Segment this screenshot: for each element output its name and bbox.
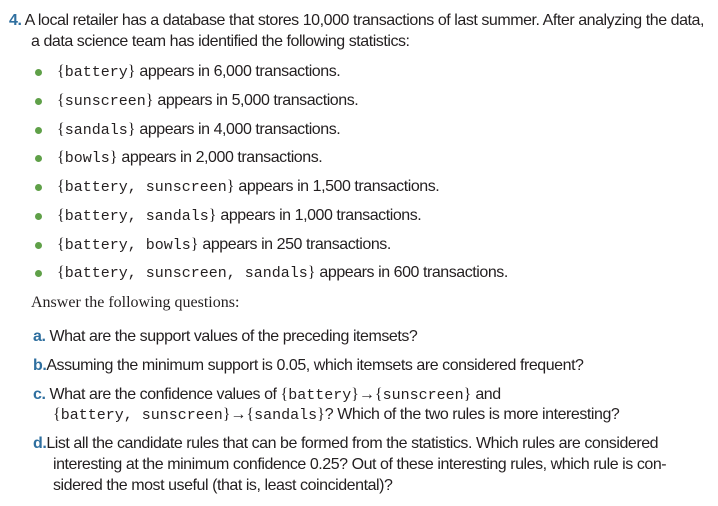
bullet-icon: [35, 242, 42, 249]
subquestion-text: What are the confidence values of: [49, 386, 277, 403]
subquestion-letter: d.: [33, 435, 47, 452]
subquestion-text: List all the candidate rules that can be formed from the statistics. Which rules are considered: [46, 435, 659, 452]
itemset: {battery, sunscreen}: [57, 178, 235, 196]
itemset-count: appears in 250 transactions.: [202, 236, 391, 253]
question-intro-line1: [9, 11, 704, 31]
bullet-icon: [35, 98, 42, 105]
itemset-count: appears in 4,000 transactions.: [139, 121, 341, 138]
rule-2: {battery, sunscreen}→{sandals}: [53, 406, 325, 424]
itemset: {battery}: [57, 63, 136, 81]
subquestion-letter: a.: [33, 328, 46, 345]
itemset: {battery, sunscreen, sandals}: [57, 264, 316, 282]
itemset: {bowls}: [57, 149, 118, 167]
subquestion-text: What are the support values of the preceding itemsets?: [49, 328, 418, 345]
question-intro-text: A local retailer has a database that stores 10,000 transactions of last summer. After analyzing the data,: [24, 12, 704, 29]
bullet-icon: [35, 127, 42, 134]
answer-prompt: Answer the following questions:: [31, 294, 240, 311]
subquestion-c-line2: [53, 404, 619, 426]
subquestion-letter: b.: [33, 357, 47, 374]
itemset: {sunscreen}: [57, 92, 154, 110]
subquestion-a: [33, 326, 417, 347]
subquestion-d-line3: sidered the most useful (that is, least coincidental)?: [53, 477, 393, 494]
bullet-icon: [35, 213, 42, 220]
rule-1: {battery}→{sunscreen}: [280, 386, 472, 404]
subquestion-b: [33, 355, 584, 376]
question-intro-line2: a data science team has identified the following statistics:: [31, 33, 410, 50]
itemset-count: appears in 6,000 transactions.: [139, 63, 341, 80]
itemset-count: appears in 600 transactions.: [319, 264, 508, 281]
question-number: 4.: [9, 12, 22, 29]
subquestion-letter: c.: [33, 386, 46, 403]
itemset: {battery, sandals}: [57, 207, 217, 225]
subquestion-text: Assuming the minimum support is 0.05, which itemsets are considered frequent?: [46, 357, 584, 374]
subquestion-joiner: and: [475, 386, 501, 403]
bullet-icon: [35, 270, 42, 277]
itemset-count: appears in 1,000 transactions.: [220, 207, 422, 224]
itemset: {battery, bowls}: [57, 236, 199, 254]
itemset: {sandals}: [57, 121, 136, 139]
itemset-count: appears in 1,500 transactions.: [238, 178, 440, 195]
subquestion-text: ? Which of the two rules is more interesting?: [324, 406, 620, 423]
itemset-count: appears in 5,000 transactions.: [157, 92, 359, 109]
itemset-count: appears in 2,000 transactions.: [121, 149, 323, 166]
bullet-icon: [35, 184, 42, 191]
bullet-icon: [35, 155, 42, 162]
bullet-icon: [35, 69, 42, 76]
subquestion-d-line2: interesting at the minimum confidence 0.25? Out of these interesting rules, which rule is con-: [53, 456, 667, 473]
subquestion-c: [33, 384, 501, 406]
subquestion-d: [33, 433, 658, 454]
